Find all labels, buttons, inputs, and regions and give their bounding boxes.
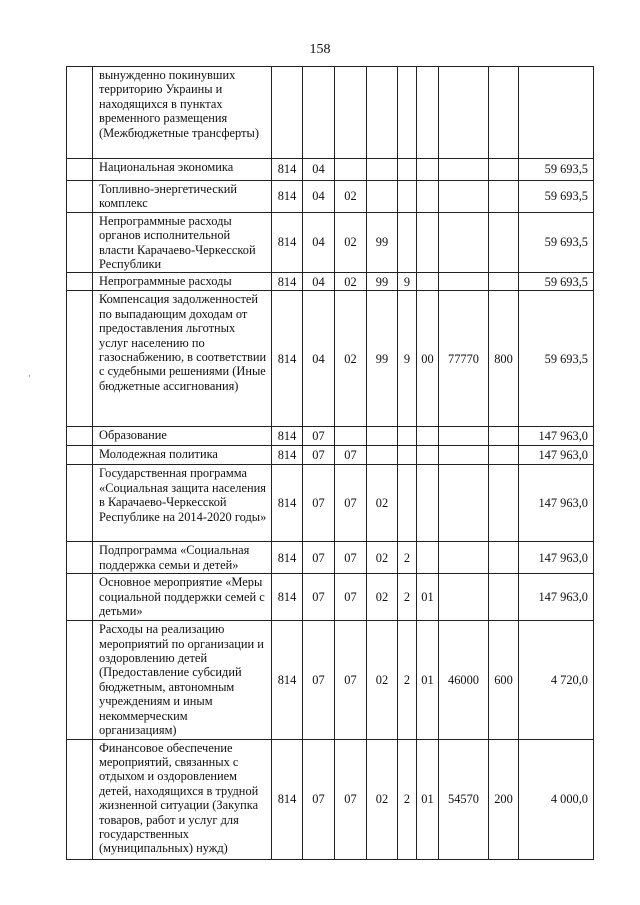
cell-vr: 200 <box>489 739 519 859</box>
row-number-cell <box>67 739 93 859</box>
cell-p4 <box>439 446 489 465</box>
cell-rz: 07 <box>303 427 335 446</box>
row-name-cell: Непрограммные расходы органов исполнительной власти Карачаево-Черкесской Республики <box>93 212 272 273</box>
cell-pr: 02 <box>335 181 367 213</box>
cell-p2 <box>398 181 417 213</box>
cell-p4 <box>439 574 489 621</box>
cell-p1: 02 <box>367 465 398 542</box>
table-row <box>67 542 594 574</box>
cell-sum: 147 963,0 <box>519 427 594 446</box>
cell-p1: 02 <box>367 542 398 574</box>
cell-sum: 4 720,0 <box>519 621 594 739</box>
cell-p1: 99 <box>367 291 398 427</box>
cell-pr: 07 <box>335 542 367 574</box>
cell-p4 <box>439 159 489 181</box>
cell-p2: 9 <box>398 291 417 427</box>
cell-sum: 59 693,5 <box>519 212 594 273</box>
cell-p1 <box>367 427 398 446</box>
cell-p1 <box>367 67 398 159</box>
row-name-cell: Государственная программа «Социальная защита населения в Карачаево-Черкесской Республике на 2014-2020 годы» <box>93 465 272 542</box>
cell-pr <box>335 427 367 446</box>
cell-p4 <box>439 427 489 446</box>
cell-p4: 54570 <box>439 739 489 859</box>
row-number-cell <box>67 542 93 574</box>
cell-sum: 147 963,0 <box>519 446 594 465</box>
cell-p3: 00 <box>417 291 439 427</box>
row-number-cell <box>67 621 93 739</box>
cell-vr <box>489 181 519 213</box>
table-row <box>67 159 594 181</box>
cell-p3: 01 <box>417 621 439 739</box>
cell-p2: 2 <box>398 574 417 621</box>
cell-pr <box>335 67 367 159</box>
cell-p1 <box>367 446 398 465</box>
row-name-cell: Расходы на реализацию мероприятий по организации и оздоровлению детей (Предоставление субсидий бюджетным, автономным учреждениям и иным некоммерческим организациям) <box>93 621 272 739</box>
table-row <box>67 621 594 739</box>
cell-pr: 07 <box>335 465 367 542</box>
cell-grbs: 814 <box>272 427 303 446</box>
table-row <box>67 446 594 465</box>
row-name-cell: Образование <box>93 427 272 446</box>
row-name-cell: Финансовое обеспечение мероприятий, связанных с отдыхом и оздоровлением детей, находящихся в трудной жизненной ситуации (Закупка товаров, работ и услуг для государственных (муниципальных) нужд) <box>93 739 272 859</box>
cell-p1 <box>367 181 398 213</box>
row-number-cell <box>67 273 93 291</box>
cell-p3 <box>417 427 439 446</box>
cell-sum: 147 963,0 <box>519 465 594 542</box>
row-number-cell <box>67 212 93 273</box>
cell-rz: 04 <box>303 181 335 213</box>
cell-p2 <box>398 159 417 181</box>
cell-p4: 77770 <box>439 291 489 427</box>
cell-sum: 4 000,0 <box>519 739 594 859</box>
row-name-cell: Молодежная политика <box>93 446 272 465</box>
cell-grbs: 814 <box>272 291 303 427</box>
cell-p3 <box>417 465 439 542</box>
cell-rz <box>303 67 335 159</box>
cell-p2 <box>398 446 417 465</box>
cell-rz: 04 <box>303 212 335 273</box>
cell-rz: 07 <box>303 446 335 465</box>
cell-vr <box>489 465 519 542</box>
row-name-cell: Топливно-энергетический комплекс <box>93 181 272 213</box>
row-number-cell <box>67 67 93 159</box>
row-name-cell: Непрограммные расходы <box>93 273 272 291</box>
row-number-cell <box>67 291 93 427</box>
cell-pr: 02 <box>335 291 367 427</box>
cell-grbs: 814 <box>272 739 303 859</box>
cell-p4 <box>439 67 489 159</box>
cell-vr: 600 <box>489 621 519 739</box>
cell-rz: 07 <box>303 542 335 574</box>
cell-p4 <box>439 212 489 273</box>
table-row <box>67 427 594 446</box>
cell-p3 <box>417 446 439 465</box>
cell-p3: 01 <box>417 739 439 859</box>
table-row <box>67 181 594 213</box>
cell-pr: 07 <box>335 739 367 859</box>
cell-p3: 01 <box>417 574 439 621</box>
cell-grbs: 814 <box>272 574 303 621</box>
cell-grbs: 814 <box>272 159 303 181</box>
cell-p4 <box>439 181 489 213</box>
table-body <box>67 67 594 860</box>
cell-p2 <box>398 427 417 446</box>
table-row <box>67 273 594 291</box>
cell-p2: 2 <box>398 542 417 574</box>
cell-p2 <box>398 212 417 273</box>
cell-p4 <box>439 273 489 291</box>
cell-grbs: 814 <box>272 446 303 465</box>
cell-p1: 02 <box>367 739 398 859</box>
cell-vr <box>489 273 519 291</box>
cell-grbs: 814 <box>272 212 303 273</box>
margin-mark: · <box>28 371 31 381</box>
cell-pr <box>335 159 367 181</box>
table-row <box>67 291 594 427</box>
cell-p3 <box>417 181 439 213</box>
cell-p2: 9 <box>398 273 417 291</box>
cell-p1: 02 <box>367 621 398 739</box>
row-name-cell: Подпрограмма «Социальная поддержка семьи и детей» <box>93 542 272 574</box>
table-row <box>67 212 594 273</box>
cell-vr <box>489 574 519 621</box>
cell-sum: 59 693,5 <box>519 291 594 427</box>
cell-grbs: 814 <box>272 273 303 291</box>
row-name-cell: вынужденно покинувших территорию Украины и находящихся в пунктах временного размещения (Межбюджетные трансферты) <box>93 67 272 159</box>
row-name-cell: Национальная экономика <box>93 159 272 181</box>
cell-p1: 99 <box>367 273 398 291</box>
cell-p1 <box>367 159 398 181</box>
cell-pr: 07 <box>335 574 367 621</box>
cell-p4 <box>439 542 489 574</box>
cell-vr: 800 <box>489 291 519 427</box>
table-row <box>67 465 594 542</box>
cell-p3 <box>417 542 439 574</box>
cell-p3 <box>417 67 439 159</box>
cell-rz: 07 <box>303 574 335 621</box>
cell-rz: 04 <box>303 159 335 181</box>
cell-p2: 2 <box>398 739 417 859</box>
cell-sum: 59 693,5 <box>519 159 594 181</box>
cell-p3 <box>417 212 439 273</box>
cell-grbs: 814 <box>272 621 303 739</box>
page-number: 158 <box>309 42 331 57</box>
cell-p3 <box>417 159 439 181</box>
cell-pr: 02 <box>335 212 367 273</box>
cell-p1: 99 <box>367 212 398 273</box>
row-name-cell: Основное мероприятие «Меры социальной поддержки семей с детьми» <box>93 574 272 621</box>
cell-grbs: 814 <box>272 465 303 542</box>
cell-pr: 02 <box>335 273 367 291</box>
cell-vr <box>489 446 519 465</box>
row-number-cell <box>67 574 93 621</box>
table-row <box>67 739 594 859</box>
row-number-cell <box>67 181 93 213</box>
cell-sum: 147 963,0 <box>519 574 594 621</box>
cell-vr <box>489 427 519 446</box>
cell-rz: 07 <box>303 465 335 542</box>
table-row <box>67 67 594 159</box>
cell-grbs: 814 <box>272 542 303 574</box>
cell-p3 <box>417 273 439 291</box>
cell-rz: 04 <box>303 291 335 427</box>
cell-sum: 147 963,0 <box>519 542 594 574</box>
cell-p1: 02 <box>367 574 398 621</box>
cell-vr <box>489 542 519 574</box>
row-number-cell <box>67 427 93 446</box>
cell-sum <box>519 67 594 159</box>
budget-table <box>66 66 594 860</box>
row-name-cell: Компенсация задолженностей по выпадающим доходам от предоставления льготных услуг населению по газоснабжению, в соответствии с судебными решениями (Иные бюджетные ассигнования) <box>93 291 272 427</box>
cell-vr <box>489 67 519 159</box>
cell-sum: 59 693,5 <box>519 273 594 291</box>
cell-p4 <box>439 465 489 542</box>
cell-rz: 04 <box>303 273 335 291</box>
cell-p4: 46000 <box>439 621 489 739</box>
cell-pr: 07 <box>335 446 367 465</box>
row-number-cell <box>67 465 93 542</box>
cell-grbs <box>272 67 303 159</box>
cell-grbs: 814 <box>272 181 303 213</box>
cell-pr: 07 <box>335 621 367 739</box>
table-row <box>67 574 594 621</box>
cell-p2 <box>398 465 417 542</box>
cell-sum: 59 693,5 <box>519 181 594 213</box>
cell-rz: 07 <box>303 739 335 859</box>
row-number-cell <box>67 159 93 181</box>
row-number-cell <box>67 446 93 465</box>
cell-p2: 2 <box>398 621 417 739</box>
cell-vr <box>489 159 519 181</box>
cell-p2 <box>398 67 417 159</box>
cell-rz: 07 <box>303 621 335 739</box>
cell-vr <box>489 212 519 273</box>
